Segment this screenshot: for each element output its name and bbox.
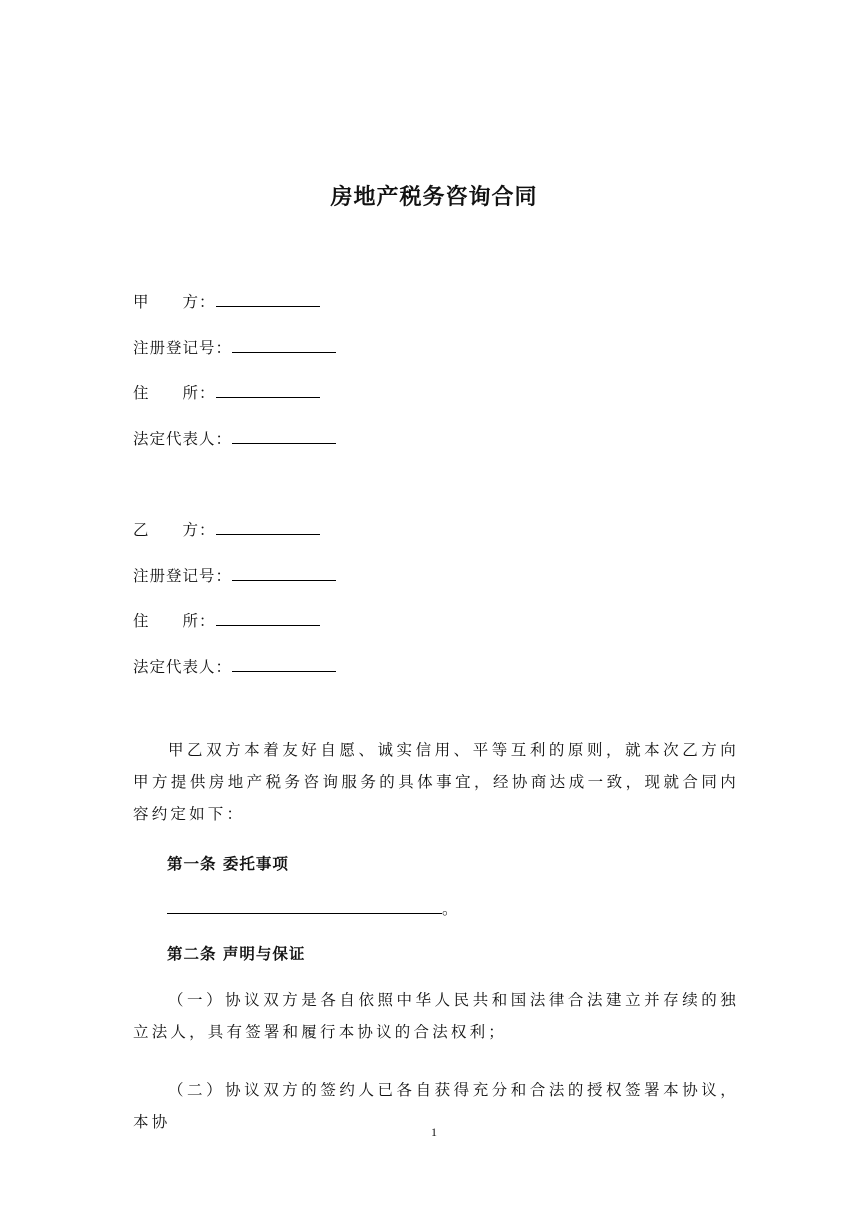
- page-number: 1: [431, 1125, 437, 1139]
- article-1-period: 。: [442, 900, 458, 918]
- article-1-underline: [167, 899, 442, 914]
- party-a-rep-field: [133, 427, 336, 449]
- party-b-rep-blank: [232, 657, 336, 672]
- party-b-reg-field: [133, 564, 336, 586]
- party-b-name-blank: [216, 520, 320, 535]
- party-a-addr-label: 住 所：: [133, 384, 216, 402]
- party-a-rep-blank: [232, 429, 336, 444]
- party-b-name-label: 乙 方：: [133, 521, 216, 539]
- party-b-name-field: [133, 518, 320, 540]
- party-b-addr-blank: [216, 611, 320, 626]
- party-a-reg-label: 注册登记号：: [133, 339, 233, 357]
- party-b-reg-label: 注册登记号：: [133, 567, 233, 585]
- intro-paragraph: 甲乙双方本着友好自愿、诚实信用、平等互利的原则，就本次乙方向甲方提供房地产税务咨询服务的具体事宜，经协商达成一致，现就合同内容约定如下：: [133, 741, 739, 823]
- party-b-rep-label: 法定代表人：: [133, 658, 233, 676]
- party-b-rep-field: [133, 655, 336, 677]
- party-a-reg-blank: [232, 338, 336, 353]
- document-title: 房地产税务咨询合同: [330, 184, 538, 210]
- party-a-addr-field: [133, 381, 320, 403]
- party-b-addr-field: [133, 609, 320, 631]
- party-a-addr-blank: [216, 383, 320, 398]
- article-2-heading: 第二条 声明与保证: [167, 944, 306, 963]
- party-a-name-blank: [216, 292, 320, 307]
- party-b-reg-blank: [232, 566, 336, 581]
- article-2-item-2: （二）协议双方的签约人已各自获得充分和合法的授权签署本协议，本协: [133, 1081, 739, 1131]
- party-a-reg-field: [133, 336, 336, 358]
- article-1-heading: 第一条 委托事项: [167, 854, 289, 873]
- party-a-name-field: [133, 290, 320, 312]
- party-a-rep-label: 法定代表人：: [133, 430, 233, 448]
- article-2-item-1: （一）协议双方是各自依照中华人民共和国法律合法建立并存续的独立法人，具有签署和履行本协议的合法权利；: [133, 991, 739, 1041]
- party-a-name-label: 甲 方：: [133, 293, 216, 311]
- article-1-blank-line: [167, 897, 458, 919]
- party-b-addr-label: 住 所：: [133, 612, 216, 630]
